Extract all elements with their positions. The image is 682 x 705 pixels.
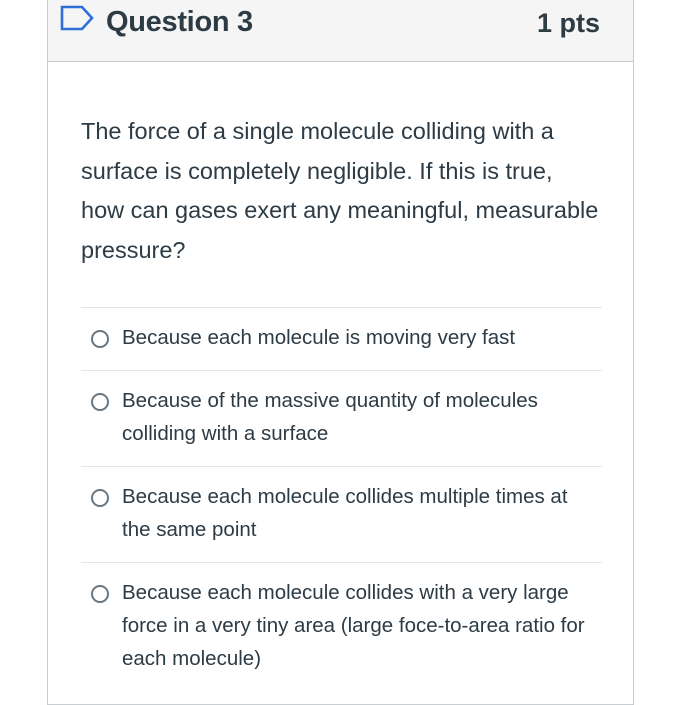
answer-option-1[interactable] — [81, 308, 602, 371]
answer-label[interactable]: Because each molecule collides multiple times at the same point — [122, 485, 568, 541]
answer-option-4[interactable] — [81, 563, 602, 693]
flag-outline-icon[interactable] — [60, 5, 94, 31]
answer-label[interactable]: Because each molecule collides with a very large force in a very tiny area (large foce-to-area ratio for each molecule) — [122, 581, 585, 670]
answer-label[interactable]: Because of the massive quantity of molecules colliding with a surface — [122, 389, 538, 445]
radio-button[interactable] — [91, 393, 109, 411]
answer-list — [81, 307, 602, 693]
radio-button[interactable] — [91, 585, 109, 603]
answer-label[interactable]: Because each molecule is moving very fast — [122, 326, 516, 349]
question-header — [48, 0, 633, 62]
radio-button[interactable] — [91, 489, 109, 507]
question-title: Question 3 — [106, 6, 253, 38]
answer-option-3[interactable] — [81, 467, 602, 563]
radio-button[interactable] — [91, 330, 109, 348]
question-text: The force of a single molecule colliding with a surface is completely negligible. If this is true, how can gases exert any meaningful, measurable pressure? — [81, 118, 599, 263]
answer-option-2[interactable] — [81, 371, 602, 467]
question-card — [47, 0, 634, 705]
question-points: 1 pts — [536, 8, 600, 38]
